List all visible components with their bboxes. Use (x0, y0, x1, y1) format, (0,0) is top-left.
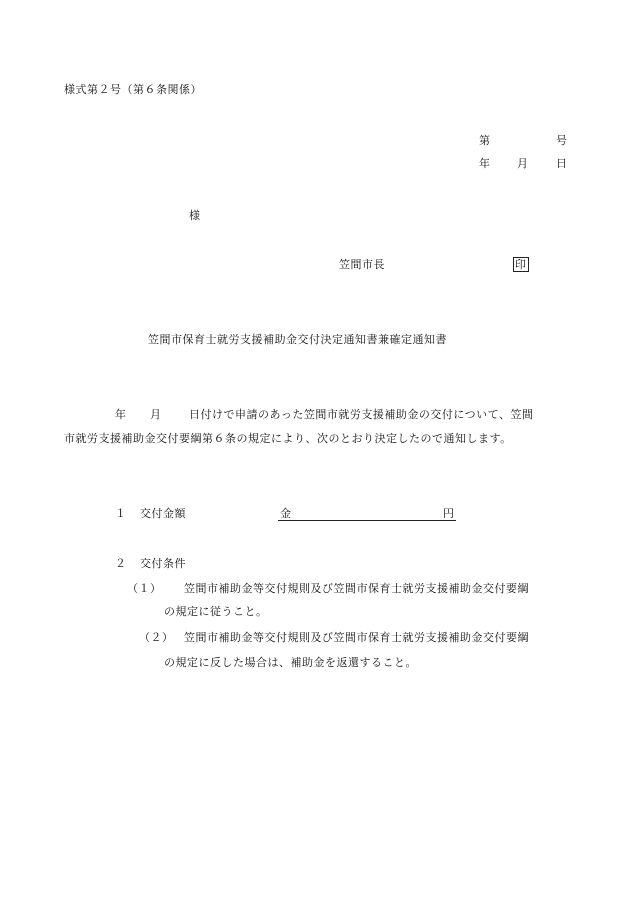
sender-title: 笠間市長 (339, 258, 385, 271)
item2-number: ２ (115, 557, 127, 570)
document-title: 笠間市保育士就労支援補助金交付決定通知書兼確定通知書 (148, 333, 447, 346)
form-number: 様式第２号（第６条関係） (64, 83, 202, 96)
body-month: 月 (150, 408, 162, 421)
seal-mark (513, 257, 529, 272)
amount-prefix: 金 (280, 507, 292, 520)
seal-label: 印 (515, 258, 527, 271)
condition-2-number: （２） (139, 631, 174, 644)
condition-1-line2: の規定に従うこと。 (164, 605, 268, 618)
date-day: 日 (556, 157, 568, 170)
date-month: 月 (517, 157, 529, 170)
condition-2-line2: の規定に反した場合は、補助金を返還すること。 (164, 656, 417, 669)
body-line1: 日付けで申請のあった笠間市就労支援補助金の交付について、笠間 (189, 408, 534, 421)
amount-suffix: 円 (443, 507, 455, 520)
amount-underline (278, 520, 456, 521)
document-number-suffix: 号 (556, 134, 568, 147)
condition-1-number: （１） (127, 582, 162, 595)
item1-label: 交付金額 (140, 507, 186, 520)
item1-number: １ (115, 507, 127, 520)
body-line2: 市就労支援補助金交付要綱第６条の規定により、次のとおり決定したので通知します。 (64, 432, 512, 445)
date-year: 年 (479, 157, 491, 170)
condition-2-line1: 笠間市補助金等交付規則及び笠間市保育士就労支援補助金交付要綱 (184, 631, 529, 644)
document-number-prefix: 第 (479, 134, 491, 147)
recipient-suffix: 様 (189, 209, 201, 222)
condition-1-line1: 笠間市補助金等交付規則及び笠間市保育士就労支援補助金交付要綱 (184, 582, 529, 595)
item2-label: 交付条件 (140, 557, 186, 570)
body-year: 年 (115, 408, 127, 421)
